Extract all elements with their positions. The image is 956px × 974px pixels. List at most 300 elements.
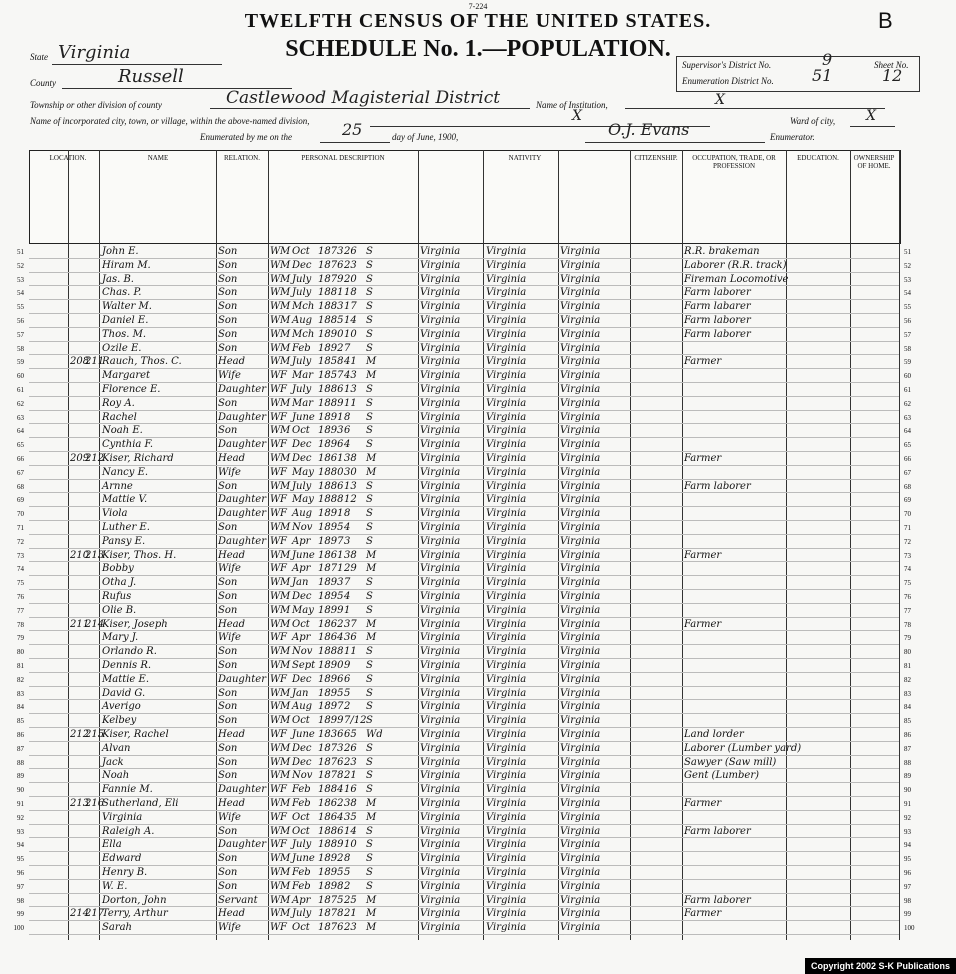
cell-rel: Son [218, 687, 238, 699]
cell-mb: Virginia [560, 591, 601, 602]
cell-name: Henry B. [102, 867, 148, 878]
row-divider [29, 672, 899, 673]
cell-age: 65 [344, 729, 357, 740]
row-divider [29, 451, 899, 452]
cell-birth: Virginia [420, 687, 461, 699]
cell-fb: Virginia [486, 259, 527, 271]
cell-mar: S [366, 839, 373, 851]
cell-birth: Virginia [420, 397, 461, 409]
cell-name: Dennis R. [102, 660, 152, 671]
line-number-right: 56 [904, 317, 911, 325]
row-divider [29, 299, 899, 300]
cell-mar: M [366, 894, 377, 906]
cell-race: W [270, 660, 281, 671]
cell-mo: Aug [292, 701, 313, 713]
sheet-letter: B [878, 8, 893, 33]
cell-fb: Virginia [486, 742, 527, 754]
cell-name: John E. [102, 246, 139, 257]
cell-rel: Daughter [218, 784, 266, 796]
cell-name: Ella [102, 839, 122, 851]
cell-rel: Son [218, 701, 238, 713]
cell-age: 7 [344, 577, 351, 589]
sheet-no-label: Sheet No. [874, 60, 909, 70]
cell-rel: Head [218, 356, 246, 368]
cell-mo: Oct [292, 618, 310, 630]
cell-rel: Son [218, 259, 238, 271]
cell-fb: Virginia [486, 480, 527, 492]
cell-dw: 208 [70, 356, 90, 368]
cell-sex: F [280, 384, 287, 395]
cell-mar: S [366, 577, 373, 589]
cell-name: Hiram M. [102, 259, 151, 271]
line-number: 54 [17, 289, 24, 298]
line-number: 86 [17, 731, 24, 739]
cell-sex: M [280, 549, 291, 561]
cell-sex: M [280, 397, 291, 409]
row-divider [29, 258, 899, 259]
cell-race: W [270, 798, 281, 809]
cell-race: W [270, 908, 281, 920]
col-relation: RELATION. [224, 154, 260, 162]
row-divider [29, 520, 899, 521]
cell-birth: Virginia [420, 577, 461, 589]
col-personal: PERSONAL DESCRIPTION [301, 154, 385, 162]
incorporated-label: Name of incorporated city, town, or village, within the above-named division, [30, 116, 310, 126]
cell-yr: 1886 [318, 825, 344, 837]
cell-yr: 1884 [318, 784, 344, 796]
cell-yr: 1899 [318, 604, 344, 616]
cell-age: 11 [344, 397, 357, 409]
cell-mo: June [292, 411, 315, 423]
cell-mb: Virginia [560, 880, 601, 892]
line-number-right: 89 [904, 772, 911, 781]
cell-dw: 210 [70, 549, 90, 561]
cell-yr: 1885 [318, 315, 344, 326]
cell-race: W [270, 259, 281, 271]
cell-rel: Son [218, 880, 238, 892]
cell-yr: 1879 [318, 273, 344, 285]
line-number-right: 82 [904, 675, 911, 684]
cell-birth: Virginia [420, 811, 461, 823]
cell-age: 9 [344, 660, 351, 671]
line-number: 85 [17, 717, 24, 726]
line-number-right: 74 [904, 565, 911, 574]
row-divider [29, 865, 899, 866]
cell-fb: Virginia [486, 287, 527, 299]
cell-birth: Virginia [420, 894, 461, 906]
cell-age: 6 [344, 425, 351, 437]
cell-yr: 1892 [318, 853, 344, 865]
cell-fb: Virginia [486, 770, 527, 782]
line-number: 74 [17, 565, 24, 574]
cell-name: Ozile E. [102, 342, 142, 354]
cell-mb: Virginia [560, 604, 601, 616]
cell-mb: Virginia [560, 632, 601, 644]
cell-mar: S [366, 701, 373, 713]
cell-age: 2 [344, 701, 351, 713]
cell-sex: M [280, 273, 291, 285]
cell-mb: Virginia [560, 701, 601, 713]
cell-name: Sutherland, Eli [102, 798, 179, 809]
line-number: 92 [17, 813, 24, 822]
cell-rel: Son [218, 522, 238, 533]
cell-rel: Daughter [218, 411, 266, 423]
cell-mar: S [366, 646, 373, 658]
cell-fb: Virginia [486, 825, 527, 837]
cell-age: 20 [344, 273, 357, 285]
cell-race: W [270, 522, 281, 533]
cell-name: Daniel E. [102, 315, 149, 326]
form-number: 7-224 [468, 2, 488, 11]
line-number: 60 [17, 372, 24, 381]
line-number: 82 [17, 675, 24, 684]
cell-race: W [270, 494, 281, 506]
cell-sex: M [280, 880, 291, 892]
ward-label: Ward of city, [790, 116, 836, 126]
cell-race: W [270, 646, 281, 658]
line-number-right: 76 [904, 593, 911, 601]
cell-mb: Virginia [560, 384, 601, 395]
cell-birth: Virginia [420, 356, 461, 368]
cell-fb: Virginia [486, 646, 527, 658]
cell-dw: 214 [70, 908, 90, 920]
cell-mo: Dec [292, 591, 312, 602]
cell-occ: Farmer [684, 908, 722, 920]
line-number-right: 51 [904, 248, 911, 256]
cell-rel: Son [218, 328, 238, 340]
cell-yr: 1861 [318, 453, 344, 464]
cell-name: Kiser, Joseph [102, 618, 168, 630]
cell-mb: Virginia [560, 867, 601, 878]
cell-fam: 211 [85, 356, 105, 368]
cell-occ: Farm laborer [684, 825, 751, 837]
cell-birth: Virginia [420, 825, 461, 837]
line-number-right: 67 [904, 468, 911, 477]
cell-sex: M [280, 246, 291, 257]
cell-fb: Virginia [486, 370, 527, 382]
line-number-right: 96 [904, 869, 911, 877]
cell-mar: M [366, 811, 377, 823]
cell-birth: Virginia [420, 411, 461, 423]
cell-birth: Virginia [420, 632, 461, 644]
cell-mar: S [366, 273, 373, 285]
cell-sex: M [280, 908, 291, 920]
cell-rel: Son [218, 660, 238, 671]
cell-fb: Virginia [486, 839, 527, 851]
line-number: 61 [17, 386, 24, 394]
cell-mo: Apr [292, 563, 311, 575]
line-number-right: 61 [904, 386, 911, 394]
cell-mb: Virginia [560, 535, 601, 547]
cell-mb: Virginia [560, 908, 601, 920]
line-number-right: 52 [904, 261, 911, 270]
cell-sex: M [280, 825, 291, 837]
cell-yr: 1862 [318, 798, 344, 809]
cell-birth: Virginia [420, 535, 461, 547]
cell-mar: S [366, 715, 373, 727]
line-number-right: 70 [904, 510, 911, 519]
cell-mb: Virginia [560, 770, 601, 782]
cell-age: 38 [344, 798, 357, 809]
cell-race: W [270, 880, 281, 892]
cell-sex: F [280, 411, 287, 423]
cell-birth: Virginia [420, 315, 461, 326]
cell-mo: Feb [292, 784, 311, 796]
cell-yr: 1873 [318, 742, 344, 754]
cell-mo: Apr [292, 894, 311, 906]
cell-rel: Son [218, 742, 238, 754]
cell-rel: Head [218, 798, 246, 809]
cell-fb: Virginia [486, 729, 527, 740]
cell-name: Jas. B. [102, 273, 134, 285]
line-number: 84 [17, 703, 24, 712]
cell-sex: M [280, 315, 291, 326]
line-number: 70 [17, 510, 24, 519]
cell-race: W [270, 687, 281, 699]
row-divider [29, 755, 899, 756]
cell-mar: S [366, 439, 373, 451]
cell-age: 5 [344, 867, 351, 878]
cell-mar: S [366, 673, 373, 685]
cell-yr: 1888 [318, 646, 344, 658]
cell-birth: Virginia [420, 673, 461, 685]
line-number-right: 98 [904, 896, 911, 905]
cell-age: 7/12 [344, 715, 367, 727]
cell-rel: Son [218, 577, 238, 589]
cell-rel: Son [218, 315, 238, 326]
cell-birth: Virginia [420, 563, 461, 575]
cell-sex: M [280, 867, 291, 878]
cell-mo: July [292, 287, 312, 299]
cell-mar: S [366, 880, 373, 892]
cell-fb: Virginia [486, 439, 527, 451]
cell-mar: Wd [366, 729, 383, 740]
cell-age: 36 [344, 632, 357, 644]
cell-age: 29 [344, 563, 357, 575]
cell-sex: M [280, 342, 291, 354]
cell-fb: Virginia [486, 811, 527, 823]
cell-yr: 1896 [318, 673, 344, 685]
cell-yr: 1892 [318, 342, 344, 354]
cell-sex: F [280, 370, 287, 382]
cell-age: 4 [344, 591, 351, 602]
cell-age: 16 [344, 784, 357, 796]
cell-mb: Virginia [560, 328, 601, 340]
cell-sex: M [280, 798, 291, 809]
cell-age: 14 [344, 825, 357, 837]
cell-sex: F [280, 563, 287, 575]
cell-name: Walter M. [102, 301, 152, 313]
day-of-label: day of June, 1900, [392, 132, 459, 142]
cell-mo: July [292, 480, 312, 492]
cell-yr: 1876 [318, 922, 344, 934]
cell-birth: Virginia [420, 522, 461, 533]
cell-mar: S [366, 480, 373, 492]
line-number: 73 [17, 551, 24, 560]
cell-mar: M [366, 618, 377, 630]
cell-name: Thos. M. [102, 328, 147, 340]
line-number: 51 [17, 248, 24, 256]
line-number: 97 [17, 882, 24, 891]
cell-mar: M [366, 632, 377, 644]
row-divider [29, 341, 899, 342]
cell-mar: S [366, 825, 373, 837]
row-divider [29, 410, 899, 411]
cell-occ: Laborer (R.R. track) [684, 259, 787, 271]
line-number: 89 [17, 772, 24, 781]
cell-fb: Virginia [486, 301, 527, 313]
cell-race: W [270, 673, 281, 685]
line-number: 96 [17, 869, 24, 877]
cell-mb: Virginia [560, 259, 601, 271]
line-number-right: 69 [904, 496, 911, 505]
line-number-right: 60 [904, 372, 911, 381]
cell-mb: Virginia [560, 660, 601, 671]
cell-name: Mary J. [102, 632, 139, 644]
cell-race: W [270, 246, 281, 257]
institution-label: Name of Institution, [536, 100, 608, 110]
line-number-right: 59 [904, 358, 911, 367]
cell-fb: Virginia [486, 246, 527, 257]
cell-age: 4 [344, 439, 351, 451]
cell-name: Florence E. [102, 384, 161, 395]
cell-age: 5 [344, 687, 351, 699]
cell-sex: M [280, 894, 291, 906]
cell-race: W [270, 508, 281, 520]
row-divider [29, 630, 899, 631]
cell-yr: 1878 [318, 770, 344, 782]
cell-rel: Head [218, 549, 246, 561]
line-number: 52 [17, 261, 24, 270]
cell-age: 35 [344, 811, 357, 823]
cell-occ: Laborer (Lumber yard) [684, 742, 802, 754]
cell-mar: M [366, 370, 377, 382]
cell-fb: Virginia [486, 397, 527, 409]
line-number-right: 81 [904, 662, 911, 670]
cell-rel: Wife [218, 922, 241, 934]
cell-sex: M [280, 756, 291, 768]
line-number-right: 86 [904, 731, 911, 739]
cell-name: Kelbey [102, 715, 137, 727]
cell-mar: S [366, 259, 373, 271]
cell-mar: S [366, 508, 373, 520]
cell-sex: F [280, 811, 287, 823]
cell-mar: S [366, 425, 373, 437]
cell-mo: Nov [292, 770, 313, 782]
cell-age: 23 [344, 259, 357, 271]
row-divider [29, 906, 899, 907]
cell-sex: M [280, 425, 291, 437]
census-title: TWELFTH CENSUS OF THE UNITED STATES. [244, 10, 712, 32]
cell-yr: 1881 [318, 287, 344, 299]
cell-rel: Son [218, 756, 238, 768]
cell-sex: M [280, 715, 291, 727]
cell-rel: Daughter [218, 535, 266, 547]
row-divider [29, 589, 899, 590]
line-number-right: 84 [904, 703, 911, 712]
cell-sex: F [280, 632, 287, 644]
cell-age: 7 [344, 342, 351, 354]
cell-race: W [270, 632, 281, 644]
cell-name: Sarah [102, 922, 132, 934]
line-number: 77 [17, 606, 24, 615]
line-number-right: 66 [904, 455, 911, 463]
cell-name: Luther E. [102, 522, 150, 533]
line-number-right: 72 [904, 537, 911, 546]
cell-yr: 1895 [318, 522, 344, 533]
cell-fb: Virginia [486, 522, 527, 533]
cell-birth: Virginia [420, 908, 461, 920]
cell-fb: Virginia [486, 535, 527, 547]
cell-fb: Virginia [486, 273, 527, 285]
cell-name: Jack [102, 756, 124, 768]
cell-sex: F [280, 494, 287, 506]
line-number-right: 80 [904, 648, 911, 657]
cell-occ: Farm laborer [684, 315, 751, 326]
line-number-right: 97 [904, 882, 911, 891]
line-number-right: 58 [904, 344, 911, 353]
cell-rel: Head [218, 618, 246, 630]
line-number-right: 91 [904, 800, 911, 808]
line-number-right: 63 [904, 413, 911, 422]
col-education: EDUCATION. [797, 154, 839, 162]
cell-birth: Virginia [420, 259, 461, 271]
cell-mb: Virginia [560, 646, 601, 658]
cell-fb: Virginia [486, 356, 527, 368]
cell-rel: Son [218, 867, 238, 878]
cell-sex: M [280, 604, 291, 616]
cell-sex: F [280, 784, 287, 796]
cell-race: W [270, 425, 281, 437]
cell-yr: 1871 [318, 563, 344, 575]
cell-mo: Oct [292, 246, 310, 257]
cell-birth: Virginia [420, 287, 461, 299]
cell-birth: Virginia [420, 660, 461, 671]
cell-mb: Virginia [560, 287, 601, 299]
line-number-right: 62 [904, 399, 911, 408]
cell-fb: Virginia [486, 922, 527, 934]
cell-occ: Land lorder [684, 729, 744, 740]
cell-mb: Virginia [560, 673, 601, 685]
cell-yr: 1888 [318, 494, 344, 506]
cell-sex: M [280, 591, 291, 602]
row-divider [29, 644, 899, 645]
row-divider [29, 548, 899, 549]
cell-race: W [270, 342, 281, 354]
cell-mar: S [366, 411, 373, 423]
cell-rel: Daughter [218, 839, 266, 851]
cell-race: W [270, 577, 281, 589]
cell-fb: Virginia [486, 701, 527, 713]
row-divider [29, 368, 899, 369]
line-number: 53 [17, 275, 24, 284]
row-divider [29, 920, 899, 921]
cell-birth: Virginia [420, 370, 461, 382]
line-number: 91 [17, 800, 24, 808]
cell-birth: Virginia [420, 246, 461, 257]
cell-race: W [270, 742, 281, 754]
cell-birth: Virginia [420, 273, 461, 285]
cell-race: W [270, 563, 281, 575]
cell-fb: Virginia [486, 687, 527, 699]
sheet-no-value: 12 [882, 66, 903, 85]
cell-mo: May [292, 604, 314, 616]
cell-name: Kiser, Richard [102, 453, 174, 464]
line-number-right: 79 [904, 634, 911, 643]
cell-name: Rauch, Thos. C. [102, 356, 182, 368]
line-number: 78 [17, 620, 24, 629]
cell-yr: 1876 [318, 756, 344, 768]
